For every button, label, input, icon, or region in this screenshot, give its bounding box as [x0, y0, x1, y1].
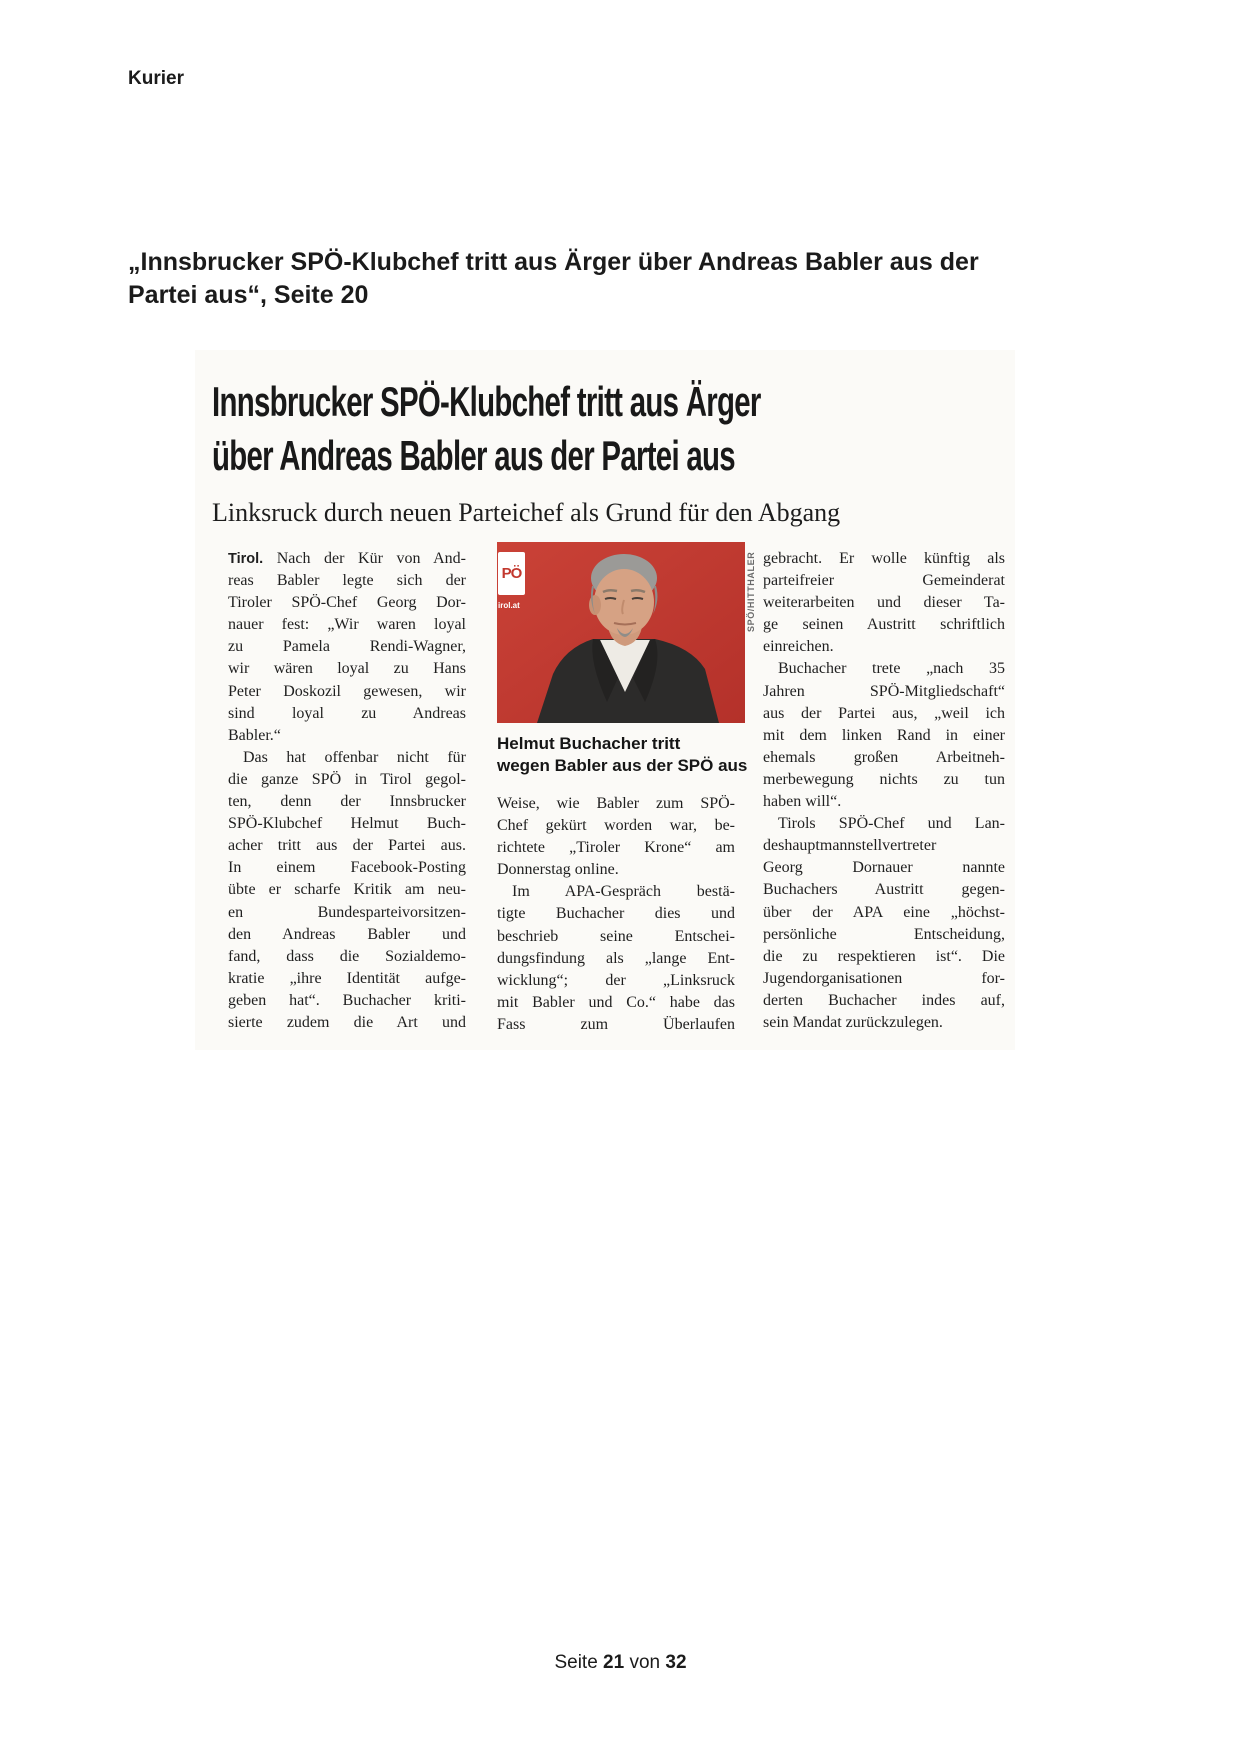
footer-page-number: 21: [603, 1652, 625, 1673]
article-text-line: den Andreas Babler und: [228, 925, 466, 943]
article-text-line: die zu respektieren ist“. Die: [763, 947, 1005, 965]
article-text-line: reas Babler legte sich der: [228, 572, 466, 590]
article-text-line: wicklung“; der „Linksruck: [497, 971, 735, 989]
article-text-line: sierte zudem die Art und: [228, 1013, 466, 1031]
article-text-line: Tirols SPÖ-Chef und Lan-: [778, 815, 1005, 833]
article-text-line: wir wären loyal zu Hans: [228, 660, 466, 678]
document-headline-line2: Partei aus“, Seite 20: [128, 281, 369, 309]
article-text-line: ehemals großen Arbeitneh-: [763, 748, 1005, 766]
article-text-line: Buchachers Austritt gegen-: [763, 881, 1005, 899]
article-text-line: zu Pamela Rendi-Wagner,: [228, 638, 466, 656]
photo-caption: [497, 733, 749, 777]
portrait-illustration: [497, 542, 745, 723]
article-text-line: aus der Partei aus, „weil ich: [763, 704, 1005, 722]
document-headline-line1: „Innsbrucker SPÖ-Klubchef tritt aus Ärger über Andreas Babler aus der: [128, 248, 979, 276]
photo-credit: SPÖ/HITTHALER: [746, 551, 756, 632]
article-text-line: beschrieb seine Entschei-: [497, 927, 735, 945]
article-text-line: Tiroler SPÖ-Chef Georg Dor-: [228, 594, 466, 612]
article-text-line: Jahren SPÖ-Mitgliedschaft“: [763, 682, 1005, 700]
article-text-line: Chef gekürt worden war, be-: [497, 817, 735, 835]
article-text-line: mit dem linken Rand in einer: [763, 726, 1005, 744]
article-text-line: richtete „Tiroler Krone“ am: [497, 839, 735, 857]
article-column-2: [497, 793, 735, 1036]
article-column-3: [763, 548, 1005, 1034]
article-text-line: ge seinen Austritt schriftlich: [763, 616, 1005, 634]
article-text-line: Babler.“: [228, 726, 281, 744]
article-text-line: nauer fest: „Wir waren loyal: [228, 616, 466, 634]
article-text-line: ten, denn der Innsbrucker: [228, 793, 466, 811]
footer-total-pages: 32: [665, 1652, 687, 1673]
article-text-line: Donnerstag online.: [497, 861, 619, 879]
article-text-line: tigte Buchacher dies und: [497, 905, 735, 923]
article-text-line: Das hat offenbar nicht für: [243, 748, 466, 766]
article-text-line: mit Babler und Co.“ habe das: [497, 993, 735, 1011]
article-text-line: geben hat“. Buchacher kriti-: [228, 991, 466, 1009]
spo-logo-subtext: irol.at: [498, 601, 520, 610]
article-text-line: SPÖ-Klubchef Helmut Buch-: [228, 815, 466, 833]
article-text-line: weiterarbeiten und dieser Ta-: [763, 594, 1005, 612]
article-text-line: Fass zum Überlaufen: [497, 1015, 735, 1033]
article-text-line: die ganze SPÖ in Tirol gegol-: [228, 770, 466, 788]
article-text-line: derten Buchacher indes auf,: [763, 991, 1005, 1009]
spo-logo-text: PÖ: [498, 552, 525, 595]
photo-caption-line2: wegen Babler aus der SPÖ aus: [497, 756, 748, 775]
article-text-line: Weise, wie Babler zum SPÖ-: [497, 795, 735, 812]
portrait-photo: [497, 542, 745, 723]
article-text-line: sind loyal zu Andreas: [228, 704, 466, 722]
article-text-line: acher tritt aus der Partei aus.: [228, 837, 466, 855]
article-text-line: In einem Facebook-Posting: [228, 859, 466, 877]
article-text-line: Jugendorganisationen for-: [763, 969, 1005, 987]
spo-logo: [498, 552, 526, 614]
document-headline: [128, 246, 1108, 312]
photo-caption-line1: Helmut Buchacher tritt: [497, 734, 681, 753]
article-subhead: Linksruck durch neuen Parteichef als Grund für den Abgang: [212, 498, 841, 527]
article-text-line: fand, dass die Sozialdemo-: [228, 947, 466, 965]
article-text-line: gebracht. Er wolle künftig als: [763, 550, 1005, 567]
article-headline-line2: über Andreas Babler aus der Partei aus: [212, 432, 735, 479]
article-text-line: haben will“.: [763, 793, 842, 811]
article-headline-line1: Innsbrucker SPÖ-Klubchef tritt aus Ärger: [212, 378, 761, 425]
paragraph-lead-in: Tirol.: [228, 551, 264, 567]
article-text-line: deshauptmannstellvertreter: [763, 837, 937, 855]
article-text-line: über der APA eine „höchst-: [763, 903, 1005, 921]
article-text-line: persönliche Entscheidung,: [763, 925, 1005, 943]
newspaper-clipping: [195, 350, 1015, 1050]
article-text-line: dungsfindung als „lange Ent-: [497, 949, 735, 967]
article-text-line: übte er scharfe Kritik am neu-: [228, 881, 466, 899]
article-column-1: [228, 548, 466, 1034]
footer-von-label: von: [629, 1652, 661, 1673]
article-text-line: Buchacher trete „nach 35: [778, 660, 1005, 678]
eye-left: [605, 598, 616, 599]
article-text-line: Tirol. Nach der Kür von And-: [228, 550, 466, 567]
ear: [589, 595, 601, 615]
article-text-line: Georg Dornauer nannte: [763, 859, 1005, 877]
article-text-line: parteifreier Gemeinderat: [763, 572, 1005, 590]
article-text-line: sein Mandat zurückzulegen.: [763, 1013, 943, 1031]
article-text-line: kratie „ihre Identität aufge-: [228, 969, 466, 987]
article-text-line: einreichen.: [763, 638, 834, 656]
article-text-line: en Bundesparteivorsitzen-: [228, 903, 466, 921]
article-text-line: Peter Doskozil gewesen, wir: [228, 682, 466, 700]
article-text-line: Im APA-Gespräch bestä-: [512, 883, 735, 901]
page-number-footer: [0, 1652, 1241, 1674]
article-text-line: merbewegung nichts zu tun: [763, 770, 1005, 788]
footer-seite-label: Seite: [554, 1652, 598, 1673]
source-label: Kurier: [128, 68, 184, 89]
eye-right: [632, 598, 643, 599]
